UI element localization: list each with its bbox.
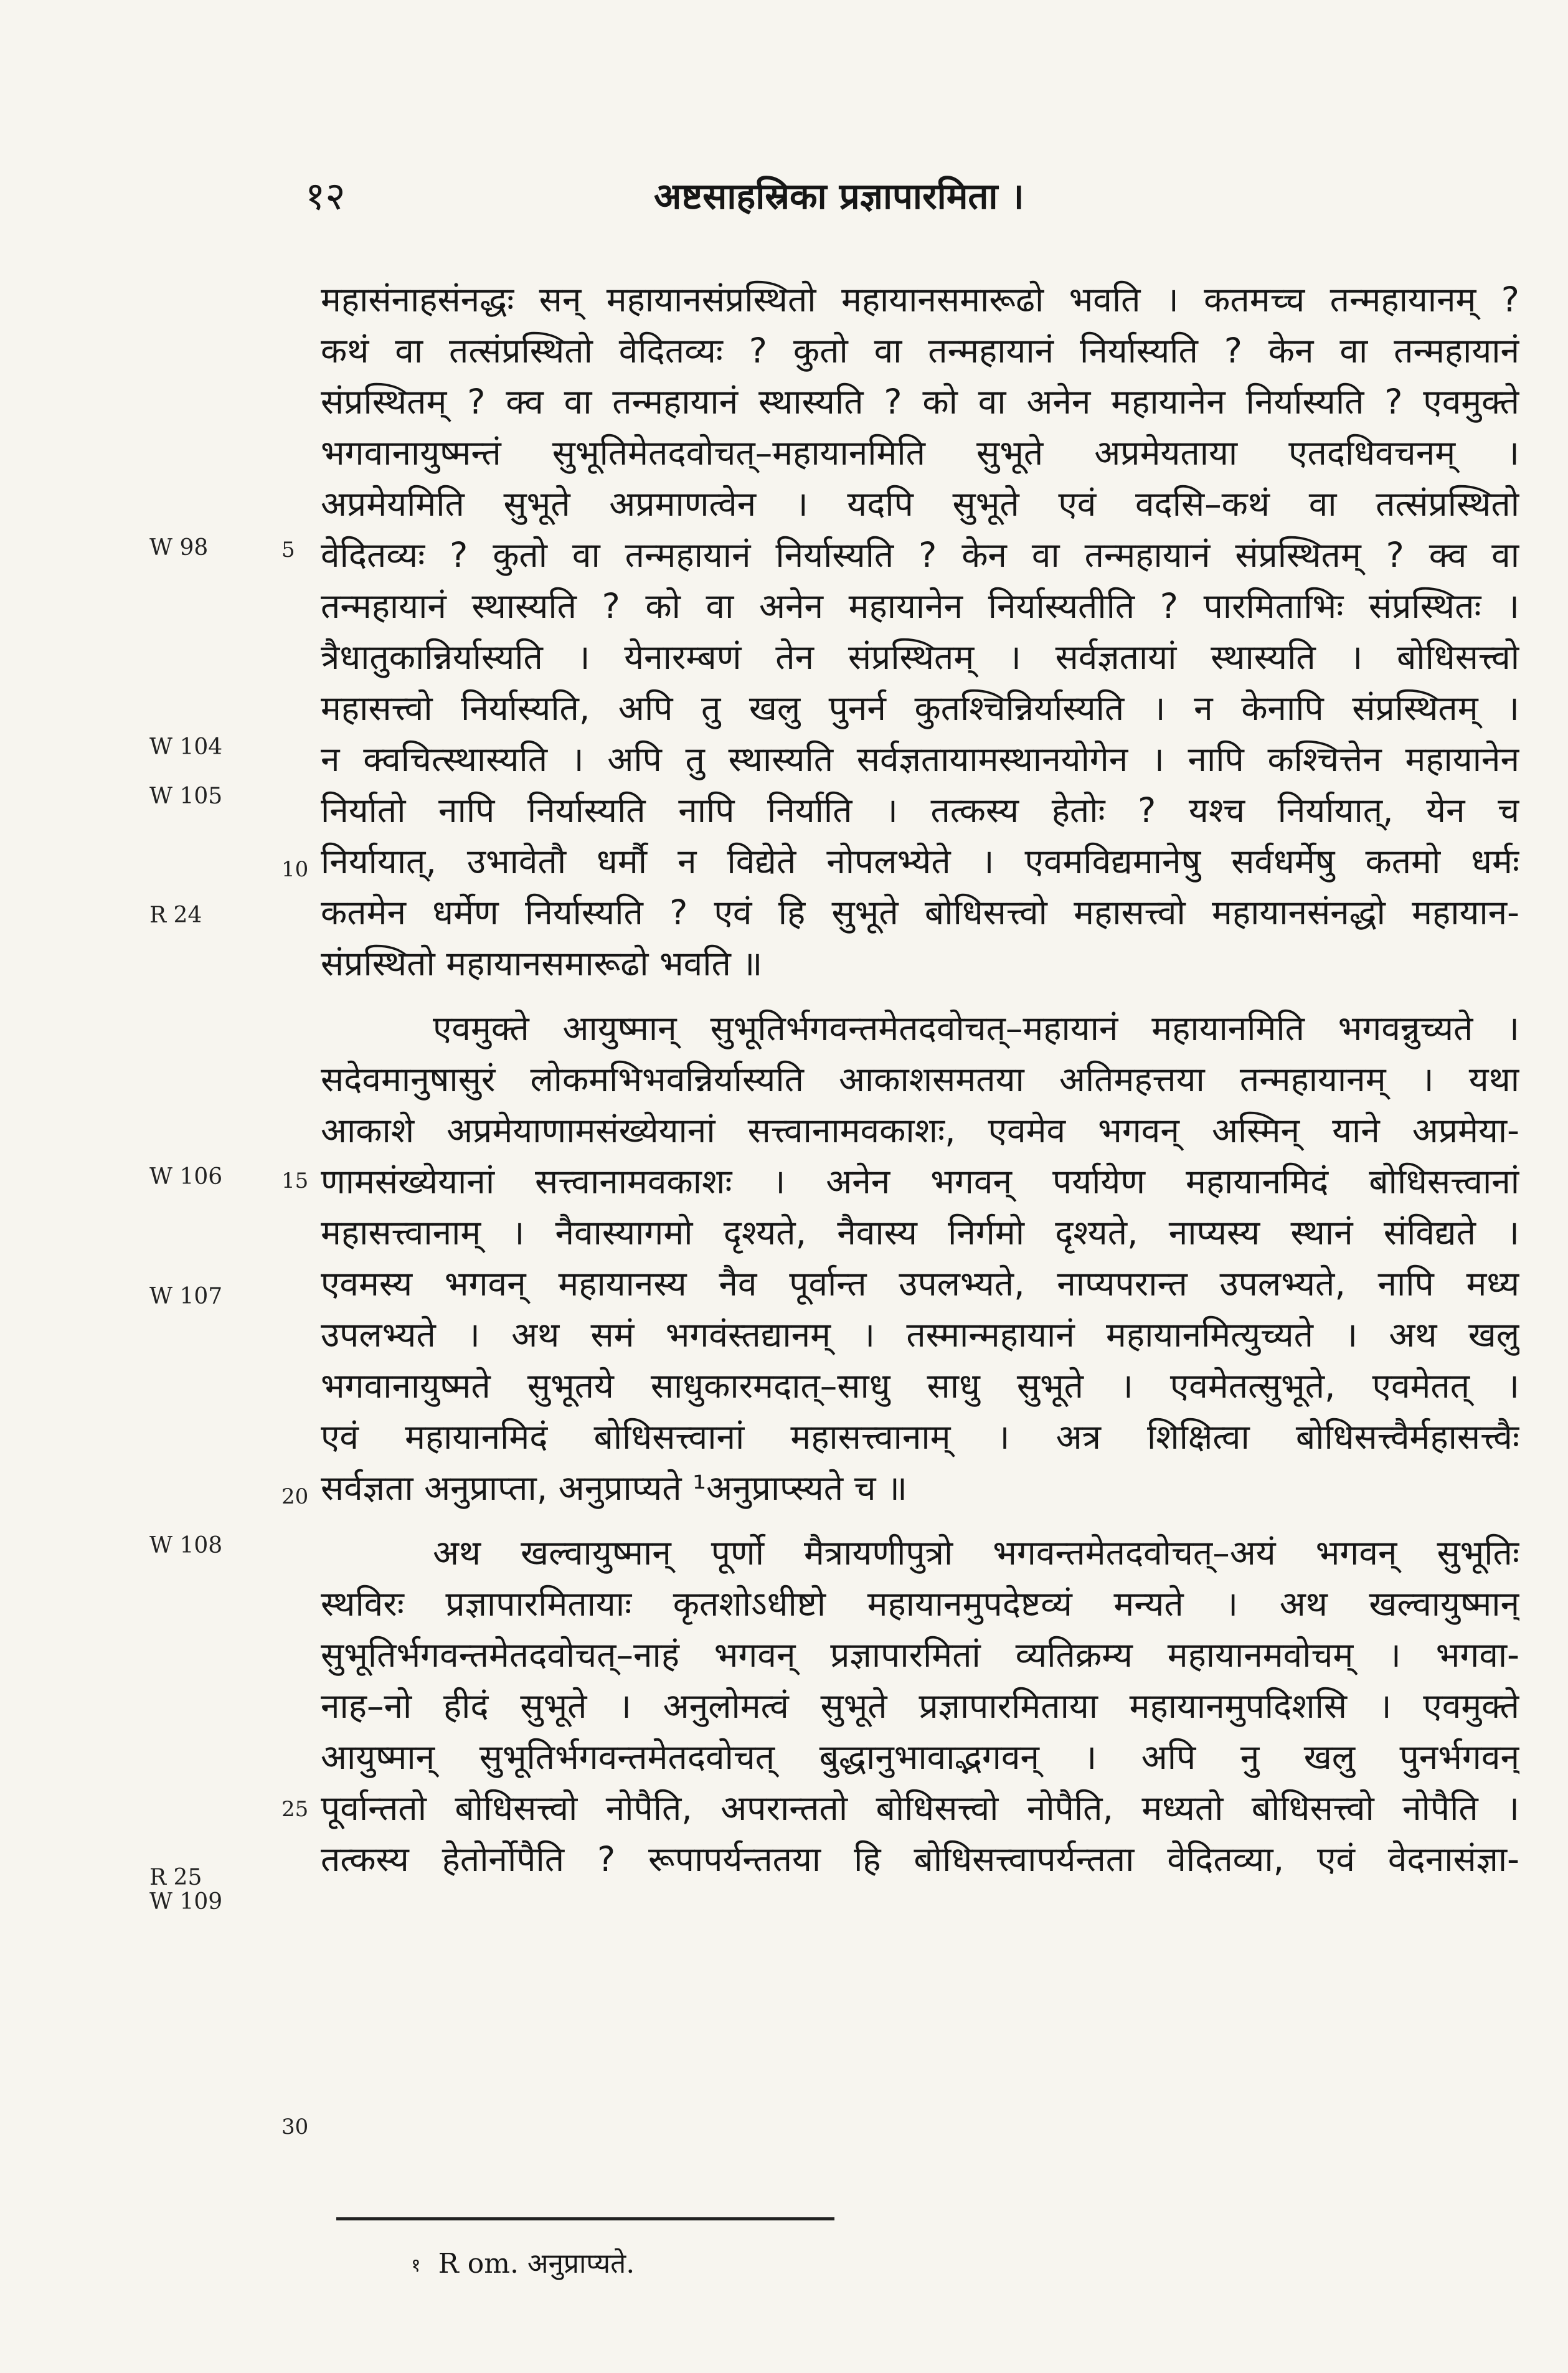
text-line: न क्वचित्स्थास्यति । अपि तु स्थास्यति सर्वज्ञतायामस्थानयोगेन । नापि कश्चित्तेन महायानेन [321,739,1519,779]
footnote-marker: १ [411,2254,421,2276]
margin-ref: W 109 [149,1889,223,1915]
text-line: वेदितव्यः ? कुतो वा तन्महायानं निर्यास्यति ? केन वा तन्महायानं संप्रस्थितम् ? क्व वा [321,535,1519,575]
line-number: 25 [281,1797,309,1822]
text-line: णामसंख्येयानां सत्त्वानामवकाशः । अनेन भगवन् पर्यायेण महायानमिदं बोधिसत्त्वानां [321,1162,1519,1201]
footnote [411,2245,635,2285]
line-number: 30 [281,2115,309,2139]
text-line: कतमेन धर्मेण निर्यास्यति ? एवं हि सुभूते बोधिसत्त्वो महासत्त्वो महायानसंनद्धो महायान- [321,893,1519,932]
footnote-text: R om. अनुप्राप्यते. [438,2248,635,2280]
line-number: 15 [281,1168,309,1193]
margin-ref: R 25 [149,1865,202,1890]
footnote-rule [336,2217,834,2220]
text-line: महासंनाहसंनद्धः सन् महायानसंप्रस्थितो महायानसमारूढो भवति । कतमच्च तन्महायानम् ? [321,280,1519,320]
text-line: संप्रस्थितम् ? क्व वा तन्महायानं स्थास्यति ? को वा अनेन महायानेन निर्यास्यति ? एवमुक्ते [321,382,1519,422]
text-line: निर्यातो नापि निर्यास्यति नापि निर्याति । तत्कस्य हेतोः ? यश्च निर्यायात्, येन च [321,790,1519,830]
text-line: महासत्त्वानाम् । नैवास्यागमो दृश्यते, नैवास्य निर्गमो दृश्यते, नाप्यस्य स्थानं संविद्यते । [321,1213,1519,1253]
margin-ref: W 104 [149,734,223,760]
text-line: कथं वा तत्संप्रस्थितो वेदितव्यः ? कुतो वा तन्महायानं निर्यास्यति ? केन वा तन्महायानं [321,331,1519,371]
page-number: १२ [305,173,346,219]
text-line: उपलभ्यते । अथ समं भगवंस्तद्यानम् । तस्मान्महायानं महायानमित्युच्यते । अथ खलु [321,1315,1519,1355]
text-line: भगवानायुष्मन्तं सुभूतिमेतदवोचत्–महायानमिति सुभूते अप्रमेयताया एतदधिवचनम् । [321,433,1519,473]
margin-ref: W 98 [149,535,209,561]
running-title: अष्टसाहस्रिका प्रज्ञापारमिता । [654,175,1024,217]
text-line: निर्यायात्, उभावेतौ धर्मौ न विद्येते नोपलभ्येते । एवमविद्यमानेषु सर्वधर्मेषु कतमो धर्मः [321,841,1519,881]
text-line: आकाशे अप्रमेयाणामसंख्येयानां सत्त्वानामवकाशः, एवमेव भगवन् अस्मिन् याने अप्रमेया- [321,1111,1519,1150]
text-line: सर्वज्ञता अनुप्राप्ता, अनुप्राप्यते ¹अनुप्राप्स्यते च ॥ [321,1468,907,1508]
line-number: 10 [281,857,309,882]
margin-ref: W 105 [149,784,223,809]
text-line: स्थविरः प्रज्ञापारमितायाः कृतशोऽधीष्टो महायानमुपदेष्टव्यं मन्यते । अथ खल्वायुष्मान् [321,1584,1519,1624]
margin-ref: W 106 [149,1164,223,1190]
page-header [305,168,1488,224]
text-line: सदेवमानुषासुरं लोकमभिभवन्निर्यास्यति आकाशसमतया अतिमहत्तया तन्महायानम् । यथा [321,1059,1519,1099]
text-line: संप्रस्थितो महायानसमारूढो भवति ॥ [321,944,763,983]
text-line: तत्कस्य हेतोर्नोपैति ? रूपापर्यन्ततया हि बोधिसत्त्वापर्यन्तता वेदितव्या, एवं वेदनासंज्ञा- [321,1839,1519,1879]
margin-ref: R 24 [149,902,202,928]
line-number: 20 [281,1484,309,1509]
text-line: आयुष्मान् सुभूतिर्भगवन्तमेतदवोचत् बुद्धानुभावाद्भगवन् । अपि नु खलु पुनर्भगवन् [321,1737,1519,1777]
text-line: तन्महायानं स्थास्यति ? को वा अनेन महायानेन निर्यास्यतीति ? पारमिताभिः संप्रस्थितः । [321,586,1519,626]
text-line: भगवानायुष्मते सुभूतये साधुकारमदात्–साधु साधु सुभूते । एवमेतत्सुभूते, एवमेतत् । [321,1366,1519,1406]
margin-ref: W 107 [149,1284,223,1309]
text-line: नाह–नो हीदं सुभूते । अनुलोमत्वं सुभूते प्रज्ञापारमिताया महायानमुपदिशसि । एवमुक्ते [321,1686,1519,1726]
text-line: त्रैधातुकान्निर्यास्यति । येनारम्बणं तेन संप्रस्थितम् । सर्वज्ञतायां स्थास्यति । बोधिसत्त्वो [321,637,1519,677]
text-line: अथ खल्वायुष्मान् पूर्णो मैत्रायणीपुत्रो भगवन्तमेतदवोचत्–अयं भगवन् सुभूतिः [433,1533,1519,1573]
line-number: 5 [281,538,295,562]
text-line: एवं महायानमिदं बोधिसत्त्वानां महासत्त्वानाम् । अत्र शिक्षित्वा बोधिसत्त्वैर्महासत्त्वैः [321,1417,1519,1457]
text-line: सुभूतिर्भगवन्तमेतदवोचत्–नाहं भगवन् प्रज्ञापारमितां व्यतिक्रम्य महायानमवोचम् । भगवा- [321,1635,1519,1675]
text-line: एवमुक्ते आयुष्मान् सुभूतिर्भगवन्तमेतदवोचत्–महायानं महायानमिति भगवन्नुच्यते । [433,1008,1519,1048]
text-line: महासत्त्वो निर्यास्यति, अपि तु खलु पुनर्न कुतश्चिन्निर्यास्यति । न केनापि संप्रस्थितम् । [321,688,1519,728]
text-line: अप्रमेयमिति सुभूते अप्रमाणत्वेन । यदपि सुभूते एवं वदसि–कथं वा तत्संप्रस्थितो [321,484,1519,524]
margin-ref: W 108 [149,1533,223,1558]
text-line: एवमस्य भगवन् महायानस्य नैव पूर्वान्त उपलभ्यते, नाप्यपरान्त उपलभ्यते, नापि मध्य [321,1264,1519,1304]
text-line: पूर्वान्ततो बोधिसत्त्वो नोपैति, अपरान्ततो बोधिसत्त्वो नोपैति, मध्यतो बोधिसत्त्वो नोपैति । [321,1788,1519,1828]
